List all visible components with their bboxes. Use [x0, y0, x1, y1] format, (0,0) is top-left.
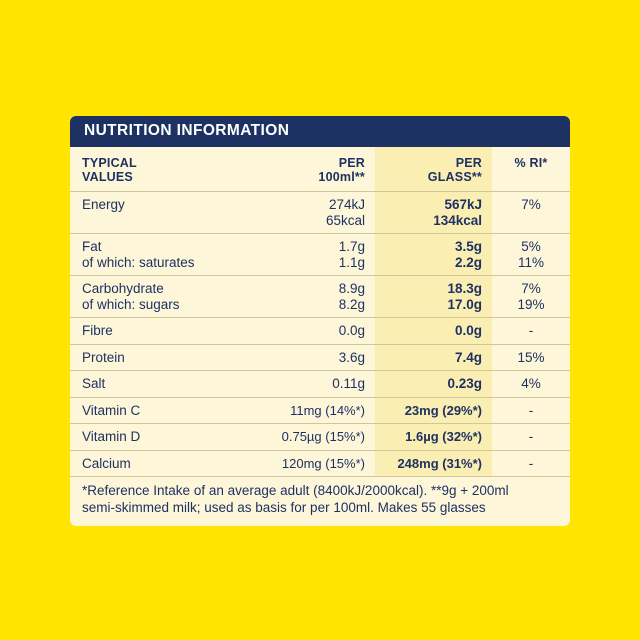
value-sub: 134kcal — [433, 212, 482, 228]
row-label-sub: of which: saturates — [82, 254, 195, 270]
nutrition-panel — [70, 116, 570, 526]
row-label-main: Salt — [82, 376, 106, 391]
cell-per-100ml — [250, 344, 375, 371]
cell-per-glass — [375, 234, 492, 276]
row-label-main: Protein — [82, 349, 125, 365]
value-main: 0.0g — [454, 323, 482, 338]
row-label-main: Vitamin D — [82, 429, 141, 444]
cell-per-100ml — [250, 424, 375, 451]
value-main: 7.4g — [454, 349, 482, 365]
value-main: 248mg (31%*) — [397, 455, 482, 471]
cell-per-100ml — [250, 318, 375, 345]
value-main: 3.6g — [338, 349, 365, 365]
row-label-main: Energy — [82, 197, 125, 212]
ri-sub: 19% — [517, 296, 545, 312]
panel-header: NUTRITION INFORMATION — [70, 116, 570, 147]
cell-ri: 4% — [492, 371, 570, 398]
cell-per-100ml — [250, 192, 375, 234]
cell-per-glass — [375, 450, 492, 476]
ri-sub: 7% — [521, 197, 541, 212]
value-sub: 17.0g — [447, 296, 482, 312]
row-label — [70, 234, 250, 276]
column-header-typical-values — [70, 147, 250, 192]
value-sub: 8.2g — [338, 296, 365, 312]
ri-sub: 11% — [517, 254, 545, 270]
cell-per-glass — [375, 397, 492, 424]
value-main: 0.75µg (15%*) — [281, 429, 365, 444]
cell-per-glass — [375, 424, 492, 451]
value-sub: 2.2g — [454, 254, 482, 270]
ri-main: 7% — [521, 281, 541, 296]
value-main: 1.6µg (32%*) — [405, 429, 482, 444]
cell-per-100ml — [250, 276, 375, 318]
typical-values-line1: TYPICAL — [82, 156, 137, 170]
value-main: 0.0g — [338, 323, 365, 338]
table-row — [70, 397, 570, 424]
cell-ri — [492, 234, 570, 276]
value-main: 23mg (29%*) — [404, 402, 482, 418]
table-head — [70, 147, 570, 192]
row-label-main: Carbohydrate — [82, 281, 164, 296]
row-label-sub: of which: sugars — [82, 296, 180, 312]
cell-per-glass — [375, 192, 492, 234]
value-main: 3.5g — [454, 239, 482, 254]
value-main: 120mg (15%*) — [281, 455, 365, 471]
row-label — [70, 344, 250, 371]
per-glass-line2: GLASS** — [427, 170, 482, 184]
row-label — [70, 192, 250, 234]
column-header-ri: % RI* — [514, 156, 548, 170]
table-header-row — [70, 147, 570, 192]
row-label — [70, 424, 250, 451]
cell-per-100ml — [250, 397, 375, 424]
row-label-main: Vitamin C — [82, 402, 141, 418]
footnote — [70, 476, 570, 526]
row-label-main: Calcium — [82, 455, 131, 471]
footnote-line-2: semi-skimmed milk; used as basis for per 100ml. Makes 55 glasses — [82, 499, 486, 515]
cell-ri: - — [492, 424, 570, 451]
value-sub: 65kcal — [325, 212, 365, 228]
footnote-line-1: *Reference Intake of an average adult (8400kJ/2000kcal). **9g + 200ml — [82, 483, 509, 498]
table-row — [70, 344, 570, 371]
cell-per-glass — [375, 318, 492, 345]
table-row — [70, 318, 570, 345]
value-main: 567kJ — [444, 197, 482, 212]
cell-ri: 15% — [492, 344, 570, 371]
cell-ri — [492, 192, 570, 234]
table-row — [70, 234, 570, 276]
row-label-main: Fibre — [82, 323, 113, 338]
cell-per-100ml — [250, 371, 375, 398]
row-label — [70, 371, 250, 398]
cell-ri — [492, 276, 570, 318]
cell-ri: - — [492, 450, 570, 476]
row-label — [70, 276, 250, 318]
cell-per-100ml — [250, 234, 375, 276]
table-row — [70, 424, 570, 451]
per-100ml-line2: 100ml** — [318, 170, 365, 184]
cell-per-100ml — [250, 450, 375, 476]
ri-main: 5% — [521, 239, 541, 254]
cell-ri: - — [492, 397, 570, 424]
value-main: 0.23g — [447, 376, 482, 391]
per-glass-line1: PER — [455, 156, 482, 170]
typical-values-line2: VALUES — [82, 170, 133, 184]
cell-ri: - — [492, 318, 570, 345]
value-main: 274kJ — [328, 197, 365, 212]
value-main: 18.3g — [447, 281, 482, 296]
value-sub: 1.1g — [338, 254, 365, 270]
table-row — [70, 276, 570, 318]
row-label — [70, 450, 250, 476]
row-label-main: Fat — [82, 239, 102, 254]
table-row — [70, 450, 570, 476]
cell-per-glass — [375, 344, 492, 371]
value-main: 1.7g — [338, 239, 365, 254]
value-main: 11mg (14%*) — [290, 402, 365, 418]
row-label — [70, 318, 250, 345]
cell-per-glass — [375, 276, 492, 318]
table-row — [70, 371, 570, 398]
per-100ml-line1: PER — [338, 156, 365, 170]
row-label — [70, 397, 250, 424]
value-main: 0.11g — [332, 376, 365, 391]
column-header-per-100ml — [250, 147, 375, 192]
table-row — [70, 192, 570, 234]
value-main: 8.9g — [338, 281, 365, 296]
table-body — [70, 192, 570, 477]
column-header-per-glass — [375, 147, 492, 192]
nutrition-table — [70, 147, 570, 476]
cell-per-glass — [375, 371, 492, 398]
